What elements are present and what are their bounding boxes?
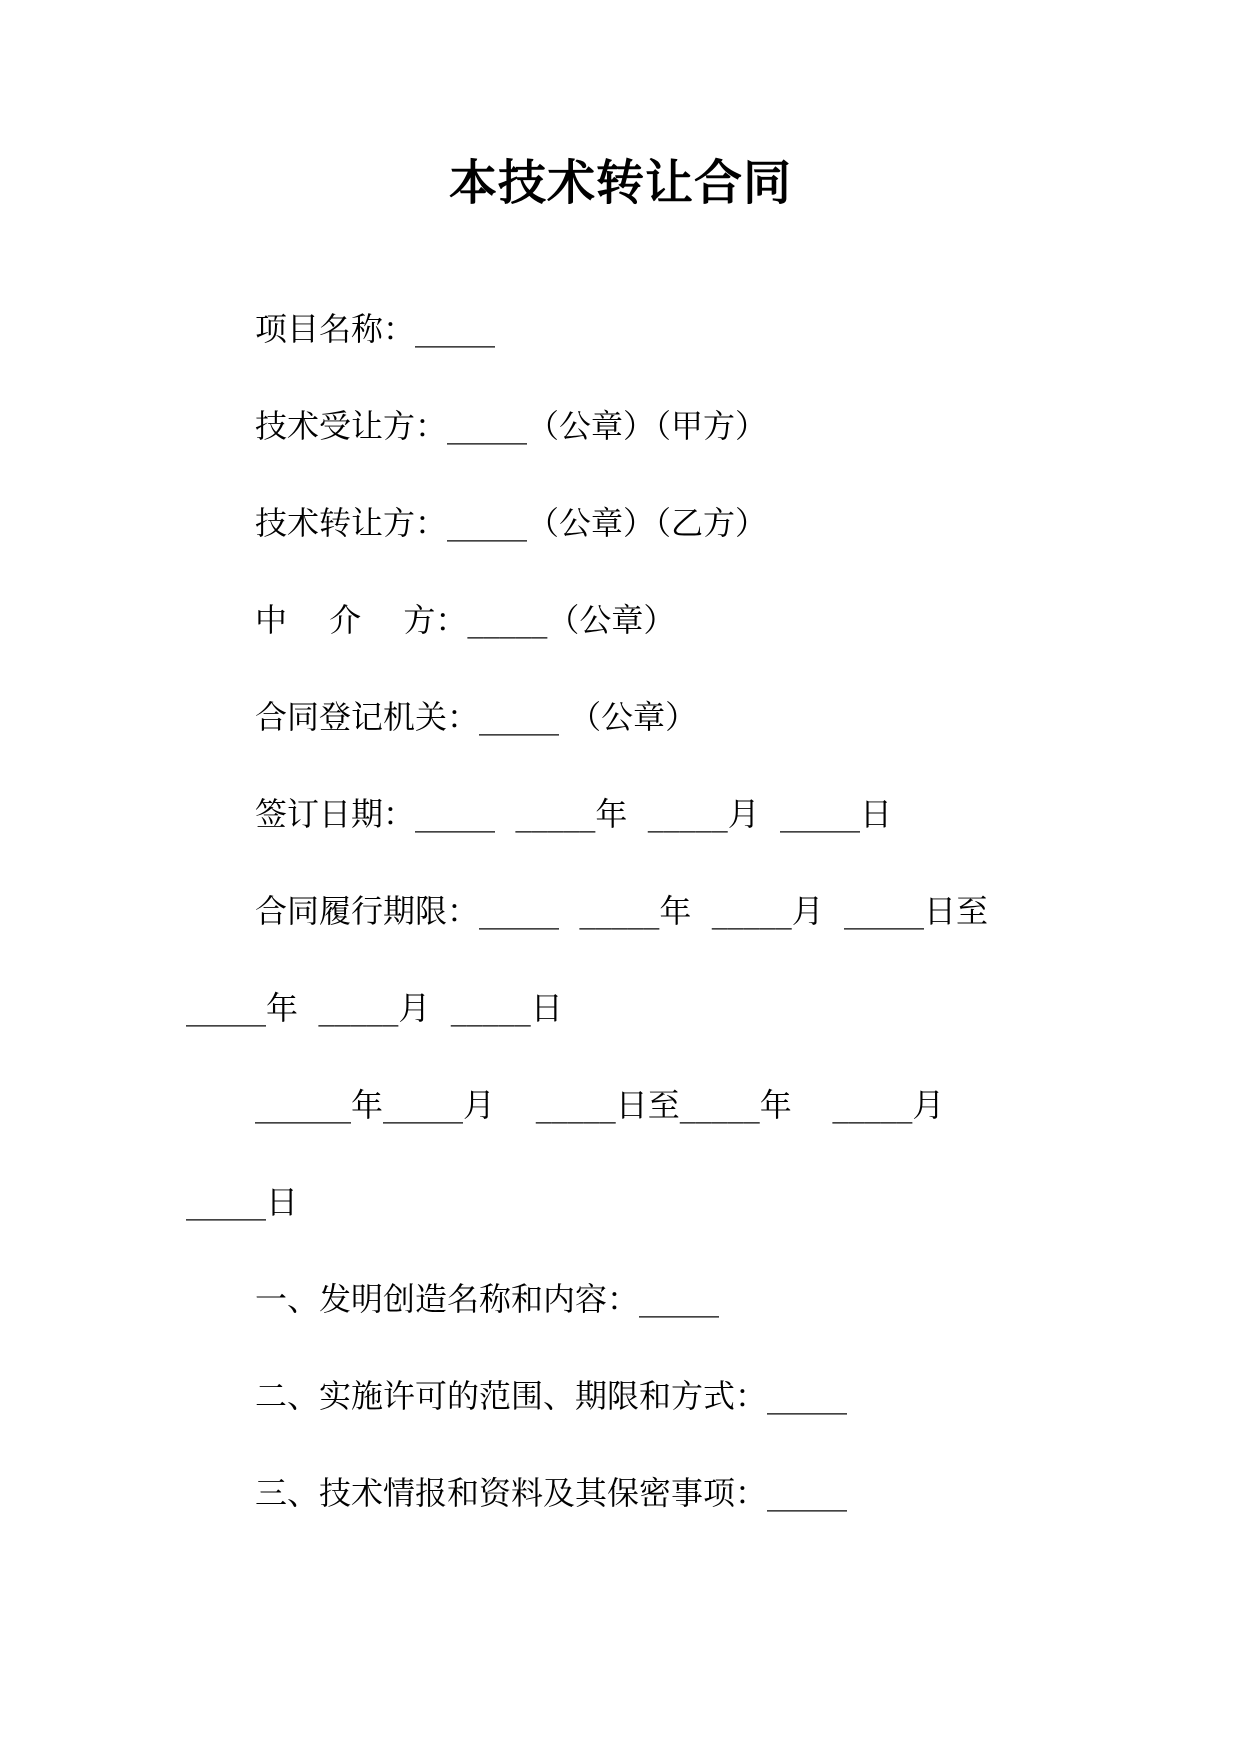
date-range-line: ______年_____月 _____日至_____年 _____月 (255, 1086, 945, 1124)
project-name-line: 项目名称：_____ (255, 310, 496, 348)
clause-2: 二、实施许可的范围、期限和方式：_____ (255, 1377, 848, 1415)
date-range-continuation: _____日 (186, 1183, 299, 1221)
transferor-line: 技术转让方：_____（公章）（乙方） (255, 504, 768, 542)
clause-3: 三、技术情报和资料及其保密事项：_____ (255, 1474, 848, 1512)
document-title: 本技术转让合同 (448, 155, 792, 211)
transferee-line: 技术受让方：_____（公章）（甲方） (255, 407, 768, 445)
intermediary-line: 中 介 方：_____（公章） (255, 601, 676, 639)
performance-period-line: 合同履行期限：_____ _____年 _____月 _____日至 (255, 892, 989, 930)
clause-1: 一、发明创造名称和内容：_____ (255, 1280, 720, 1318)
signing-date-line: 签订日期：_____ _____年 _____月 _____日 (255, 795, 893, 833)
performance-period-continuation: _____年 _____月 _____日 (186, 989, 563, 1027)
registration-authority-line: 合同登记机关：_____ （公章） (255, 698, 698, 736)
